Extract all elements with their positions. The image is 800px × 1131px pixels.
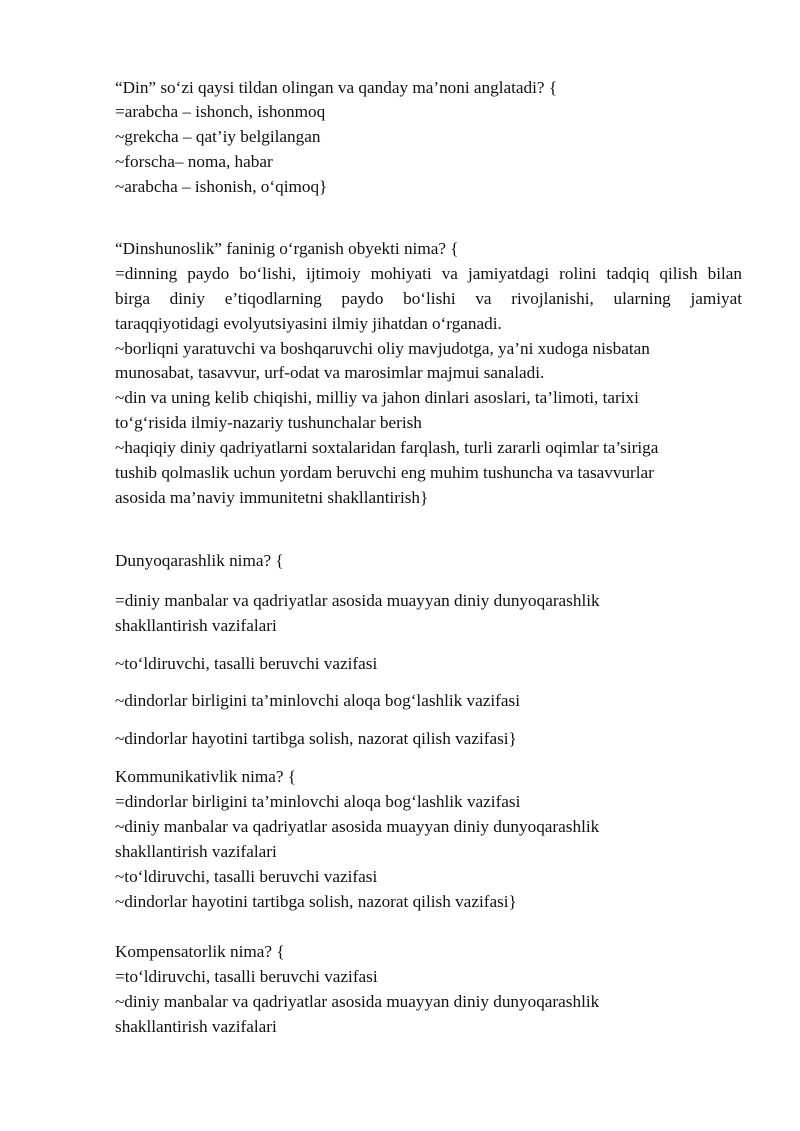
answer-option-cont: shakllantirish vazifalari	[115, 1017, 277, 1036]
answer-correct: =dindorlar birligini ta’minlovchi aloqa bog‘lashlik vazifasi	[115, 792, 521, 811]
answer-option: ~dindorlar hayotini tartibga solish, nazorat qilish vazifasi}	[115, 892, 517, 911]
question-kommunikativlik: Kommunikativlik nima? {	[115, 767, 297, 786]
answer-option-cont: tushib qolmaslik uchun yordam beruvchi eng muhim tushuncha va tasavvurlar	[115, 463, 654, 482]
answer-correct: =diniy manbalar va qadriyatlar asosida muayyan diniy dunyoqarashlik	[115, 591, 600, 610]
answer-correct: =dinning paydo bo‘lishi, ijtimoiy mohiyati va jamiyatdagi rolini tadqiq qilish bilan	[115, 264, 742, 283]
answer-option: ~diniy manbalar va qadriyatlar asosida muayyan diniy dunyoqarashlik	[115, 817, 600, 836]
answer-option: ~haqiqiy diniy qadriyatlarni soxtalaridan farqlash, turli zararli oqimlar ta’siriga	[115, 438, 659, 457]
answer-option-cont: to‘g‘risida ilmiy-nazariy tushunchalar berish	[115, 413, 422, 432]
question-din: “Din” so‘zi qaysi tildan olingan va qanday ma’noni anglatadi? {	[115, 78, 558, 97]
question-kompensatorlik: Kompensatorlik nima? {	[115, 942, 285, 961]
answer-correct: =arabcha – ishonch, ishonmoq	[115, 102, 326, 121]
answer-option: ~grekcha – qat’iy belgilangan	[115, 127, 321, 146]
answer-option: ~forscha– noma, habar	[115, 152, 273, 171]
answer-option-cont: asosida ma’naviy immunitetni shakllantirish}	[115, 488, 429, 507]
answer-option: ~din va uning kelib chiqishi, milliy va jahon dinlari asoslari, ta’limoti, tarixi	[115, 388, 639, 407]
answer-option: ~borliqni yaratuvchi va boshqaruvchi oliy mavjudotga, ya’ni xudoga nisbatan	[115, 339, 650, 358]
answer-correct-cont: birga diniy e’tiqodlarning paydo bo‘lishi va rivojlanishi, ularning jamiyat	[115, 289, 742, 308]
answer-correct-cont: shakllantirish vazifalari	[115, 616, 277, 635]
answer-option: ~dindorlar hayotini tartibga solish, nazorat qilish vazifasi}	[115, 729, 517, 748]
answer-option-cont: shakllantirish vazifalari	[115, 842, 277, 861]
question-dinshunoslik: “Dinshunoslik” faninig o‘rganish obyekti nima? {	[115, 239, 459, 258]
answer-option: ~to‘ldiruvchi, tasalli beruvchi vazifasi	[115, 654, 378, 673]
question-dunyoqarashlik: Dunyoqarashlik nima? {	[115, 551, 284, 570]
answer-option: ~diniy manbalar va qadriyatlar asosida muayyan diniy dunyoqarashlik	[115, 992, 600, 1011]
answer-option: ~dindorlar birligini ta’minlovchi aloqa bog‘lashlik vazifasi	[115, 691, 520, 710]
answer-option: ~to‘ldiruvchi, tasalli beruvchi vazifasi	[115, 867, 378, 886]
answer-option-cont: munosabat, tasavvur, urf-odat va marosimlar majmui sanaladi.	[115, 363, 545, 382]
answer-option: ~arabcha – ishonish, o‘qimoq}	[115, 177, 328, 196]
answer-correct-cont: taraqqiyotidagi evolyutsiyasini ilmiy jihatdan o‘rganadi.	[115, 314, 502, 333]
answer-correct: =to‘ldiruvchi, tasalli beruvchi vazifasi	[115, 967, 378, 986]
